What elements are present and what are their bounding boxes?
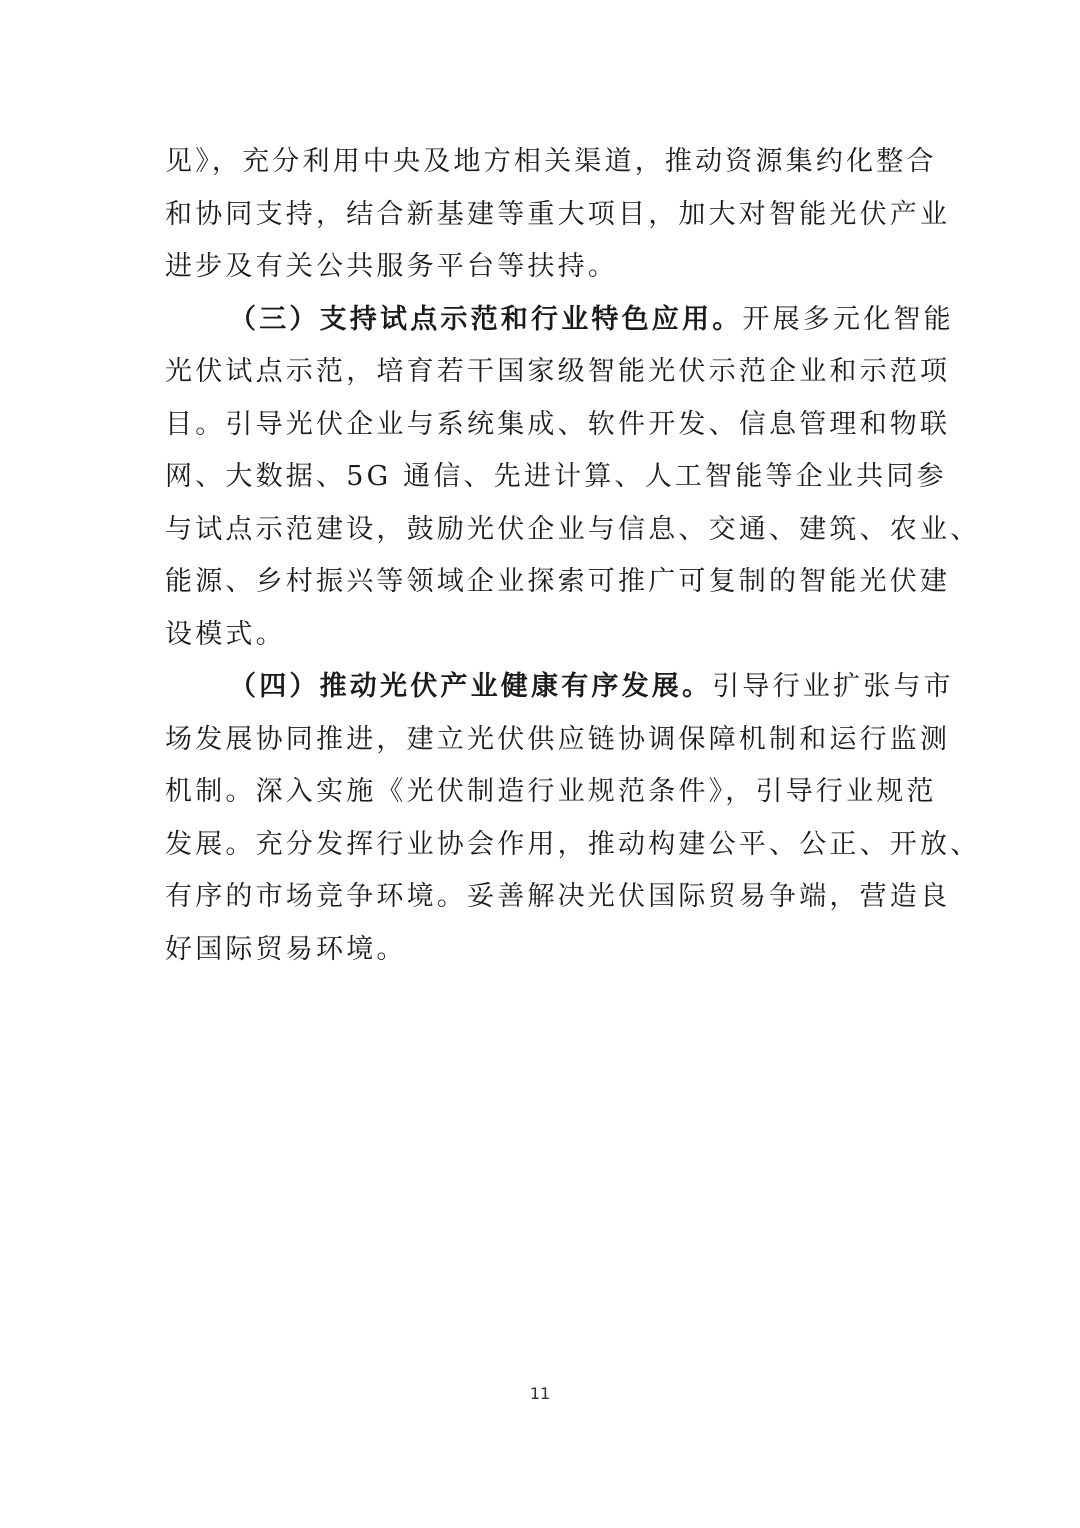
section-text: 引导行业扩张与市 [712, 671, 954, 702]
paragraph-continued [165, 136, 951, 294]
text-line: 进步及有关公共服务平台等扶持。 [165, 251, 618, 282]
page-number: 11 [529, 1384, 551, 1403]
text-line-first [165, 661, 954, 714]
text-line: 目。引导光伏企业与系统集成、软件开发、信息管理和物联 [165, 408, 951, 440]
paragraph-section-4 [165, 661, 981, 976]
text-line: 好国际贸易环境。 [165, 933, 407, 965]
text-line: 设模式。 [165, 618, 286, 650]
text-line: 见》，充分利用中央及地方相关渠道，推动资源集约化整合 [165, 146, 937, 177]
text-line: 和协同支持，结合新基建等重大项目，加大对智能光伏产业 [165, 198, 951, 230]
section-heading: （三）支持试点示范和行业特色应用。 [229, 303, 743, 335]
text-line: 与试点示范建设，鼓励光伏企业与信息、交通、建筑、农业、 [165, 513, 981, 545]
body-text [165, 136, 981, 976]
text-line: 场发展协同推进，建立光伏供应链协调保障机制和运行监测 [165, 723, 951, 755]
text-line: 有序的市场竞争环境。妥善解决光伏国际贸易争端，营造良 [165, 881, 951, 912]
text-line: 网、大数据、5G 通信、先进计算、人工智能等企业共同参 [165, 461, 947, 492]
text-line: 发展。充分发挥行业协会作用，推动构建公平、公正、开放、 [165, 828, 981, 860]
text-line: 能源、乡村振兴等领域企业探索可推广可复制的智能光伏建 [165, 566, 951, 597]
text-line: 光伏试点示范，培育若干国家级智能光伏示范企业和示范项 [165, 356, 951, 387]
text-line-first [165, 294, 954, 347]
text-line: 机制。深入实施《光伏制造行业规范条件》，引导行业规范 [165, 776, 937, 807]
paragraph-section-3 [165, 294, 981, 662]
section-text: 开展多元化智能 [742, 303, 954, 335]
section-heading: （四）推动光伏产业健康有序发展。 [229, 671, 713, 702]
